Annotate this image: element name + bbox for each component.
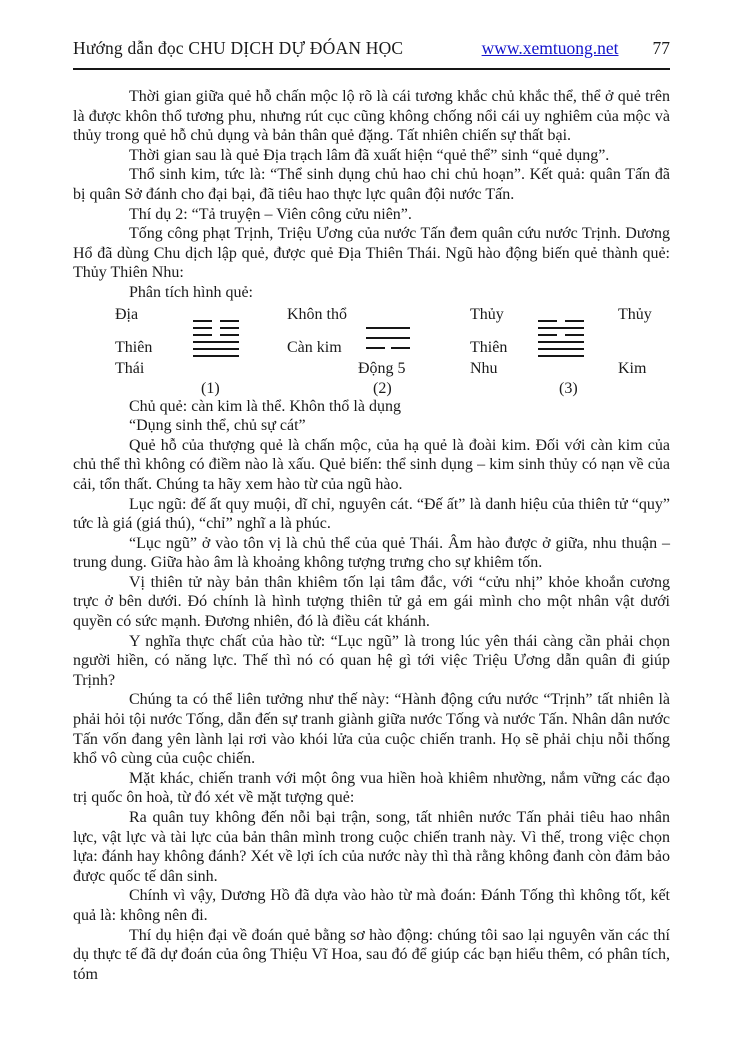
diagram-label-thai: Thái [115,359,145,377]
paragraph: Chúng ta có thể liên tưởng như thế này: “Hành động cứu nước “Trịnh” tất nhiên là phải hỏi tội nước Tống, dẫn đến sự tranh giành giữa nước Tống và nước Tấn. Nhân dân nước Tấn vốn đang yên lành lại rơi vào khói lửa của cuộc chiến tranh. Họ sẽ phải chịu nỗi thống khổ vô cùng của cuộc chiến. [73,691,670,768]
hexagram-dong-5 [366,327,410,349]
paragraph: “Dụng sinh thể, chủ sự cát” [129,417,306,435]
paragraph: Lục ngũ: đế ất quy muội, dĩ chỉ, nguyên cát. “Đế ất” là danh hiệu của thiên tử “quy” tức là giá (giá thú), “chỉ” nghĩ a là phúc. [73,495,670,533]
paragraph: Chính vì vậy, Dương Hồ đã dựa vào hào từ mà đoán: Đánh Tống thì không tốt, kết quả là: không nên đi. [73,887,670,924]
paragraph: Thí dụ hiện đại về đoán quẻ bằng sơ hào động: chúng tôi sao lại nguyên văn các thí dụ thực tế đã dự đoán của ông Thiệu Vĩ Hoa, sau đó để giúp các bạn hiểu thêm, có phân tích, tóm [73,926,670,983]
paragraph: Ra quân tuy không đến nỗi bại trận, song, tất nhiên nước Tấn phải tiêu hao nhân lực, vật lực và tài lực của bản thân mình trong cuộc chiến tranh này. Vì thế, trong việc chọn lựa: đánh hay không đánh? Xét về lợi ích của nước này thì thà rằng không đanh còn đảm bảo được quốc tế dân sinh. [73,809,670,885]
paragraph: Y nghĩa thực chất của hào từ: “Lục ngũ” là trong lúc yên thái càng cần phải chọn người hiền, có năng lực. Thế thì nó có quan hệ gì tới việc Triệu Ương dẫn quân đi giúp Trịnh? [73,632,670,689]
paragraph: “Lục ngũ” ở vào tôn vị là chủ thể của quẻ Thái. Âm hào được ở giữa, nhu thuận – trung dung. Giữa hào âm là khoảng không tượng trưng cho sự khiêm tốn. [73,534,670,572]
paragraph: Vị thiên tử này bản thân khiêm tốn lại tâm đắc, với “cửu nhị” khỏe khoắn cương trực ở bên dưới. Đó chính là hình tượng thiên tử gả em gái mình cho một nhân vật dưới quyền có sức mạnh. Đương nhiên, đó là điều cát khánh. [73,573,670,631]
diagram-label-dong-5: Động 5 [358,359,406,377]
hexagram-thuy-thien-nhu [538,320,584,357]
paragraph: Thời gian giữa quẻ hỗ chấn mộc lộ rõ là cái tương khắc chủ khắc thể, thể ở quẻ trên là được khôn thổ tương phu, nhưng rút cục cũng không chống nổi cái uy nghiêm của mộc và thủy trong quẻ hỗ chủ dụng và bản thân quẻ đặng. Tất nhiên chiến sự thất bại. [73,88,670,145]
diagram-label-thien-1: Thiên [115,338,153,356]
diagram-label-kim: Kim [618,359,647,377]
hexagram-diagram [73,303,670,397]
paragraph: Thời gian sau là quẻ Địa trạch lâm đã xuất hiện “quẻ thể” sinh “quẻ dụng”. [129,146,610,164]
diagram-label-thuy-4: Thủy [618,305,652,323]
header-right [482,38,670,59]
diagram-label-dia: Địa [115,305,139,323]
diagram-caption-2: (2) [373,379,392,397]
hexagram-dia-thien-thai [193,320,239,357]
paragraph: Phân tích hình quẻ: [129,283,253,301]
header-divider [73,68,670,70]
paragraph: Thí dụ 2: “Tả truyện – Viên công cửu niên”. [129,205,412,223]
page-header [73,0,670,59]
diagram-label-khon-tho: Khôn thổ [287,305,347,323]
body-text [73,87,670,984]
paragraph: Chủ quẻ: càn kim là thể. Khôn thổ là dụng [129,397,401,415]
diagram-label-can-kim: Càn kim [287,338,342,356]
diagram-label-thuy-3: Thủy [470,305,504,323]
paragraph: Mặt khác, chiến tranh với một ông vua hiền hoà khiêm nhường, nắm vững các đạo trị quốc ôn hoà, từ đó xét về mặt tượng quẻ: [73,769,670,807]
running-title: Hướng dẫn đọc CHU DỊCH DỰ ĐÓAN HỌC [73,38,404,58]
paragraph: Quẻ hỗ của thượng quẻ là chấn mộc, của hạ quẻ là đoài kim. Đối với càn kim của chủ thể thì không có điềm nào là xấu. Quẻ biến: thể sinh dụng – kim sinh thủy có nạn về của cải, tổn thất. Chúng ta hãy xem hào từ của ngũ hào. [73,436,670,493]
paragraph: Thổ sinh kim, tức là: “Thể sinh dụng chủ hao chi chủ hoạn”. Kết quả: quân Tấn đã bị quân Sở đánh cho đại bại, đã tiêu hao thực lực quân đội nước Tấn. [73,166,670,203]
diagram-label-nhu: Nhu [470,359,498,377]
diagram-caption-1: (1) [201,379,220,397]
diagram-label-thien-3: Thiên [470,338,508,356]
diagram-caption-3: (3) [559,379,578,397]
website-link[interactable]: www.xemtuong.net [481,38,619,58]
page-number: 77 [652,38,670,58]
paragraph: Tống công phạt Trịnh, Triệu Ương của nước Tấn đem quân cứu nước Trịnh. Dương Hổ đã dùng Chu dịch lập quẻ, được quẻ Địa Thiên Thái. Ngũ hào động biến quẻ thành quẻ: Thủy Thiên Nhu: [73,225,670,282]
